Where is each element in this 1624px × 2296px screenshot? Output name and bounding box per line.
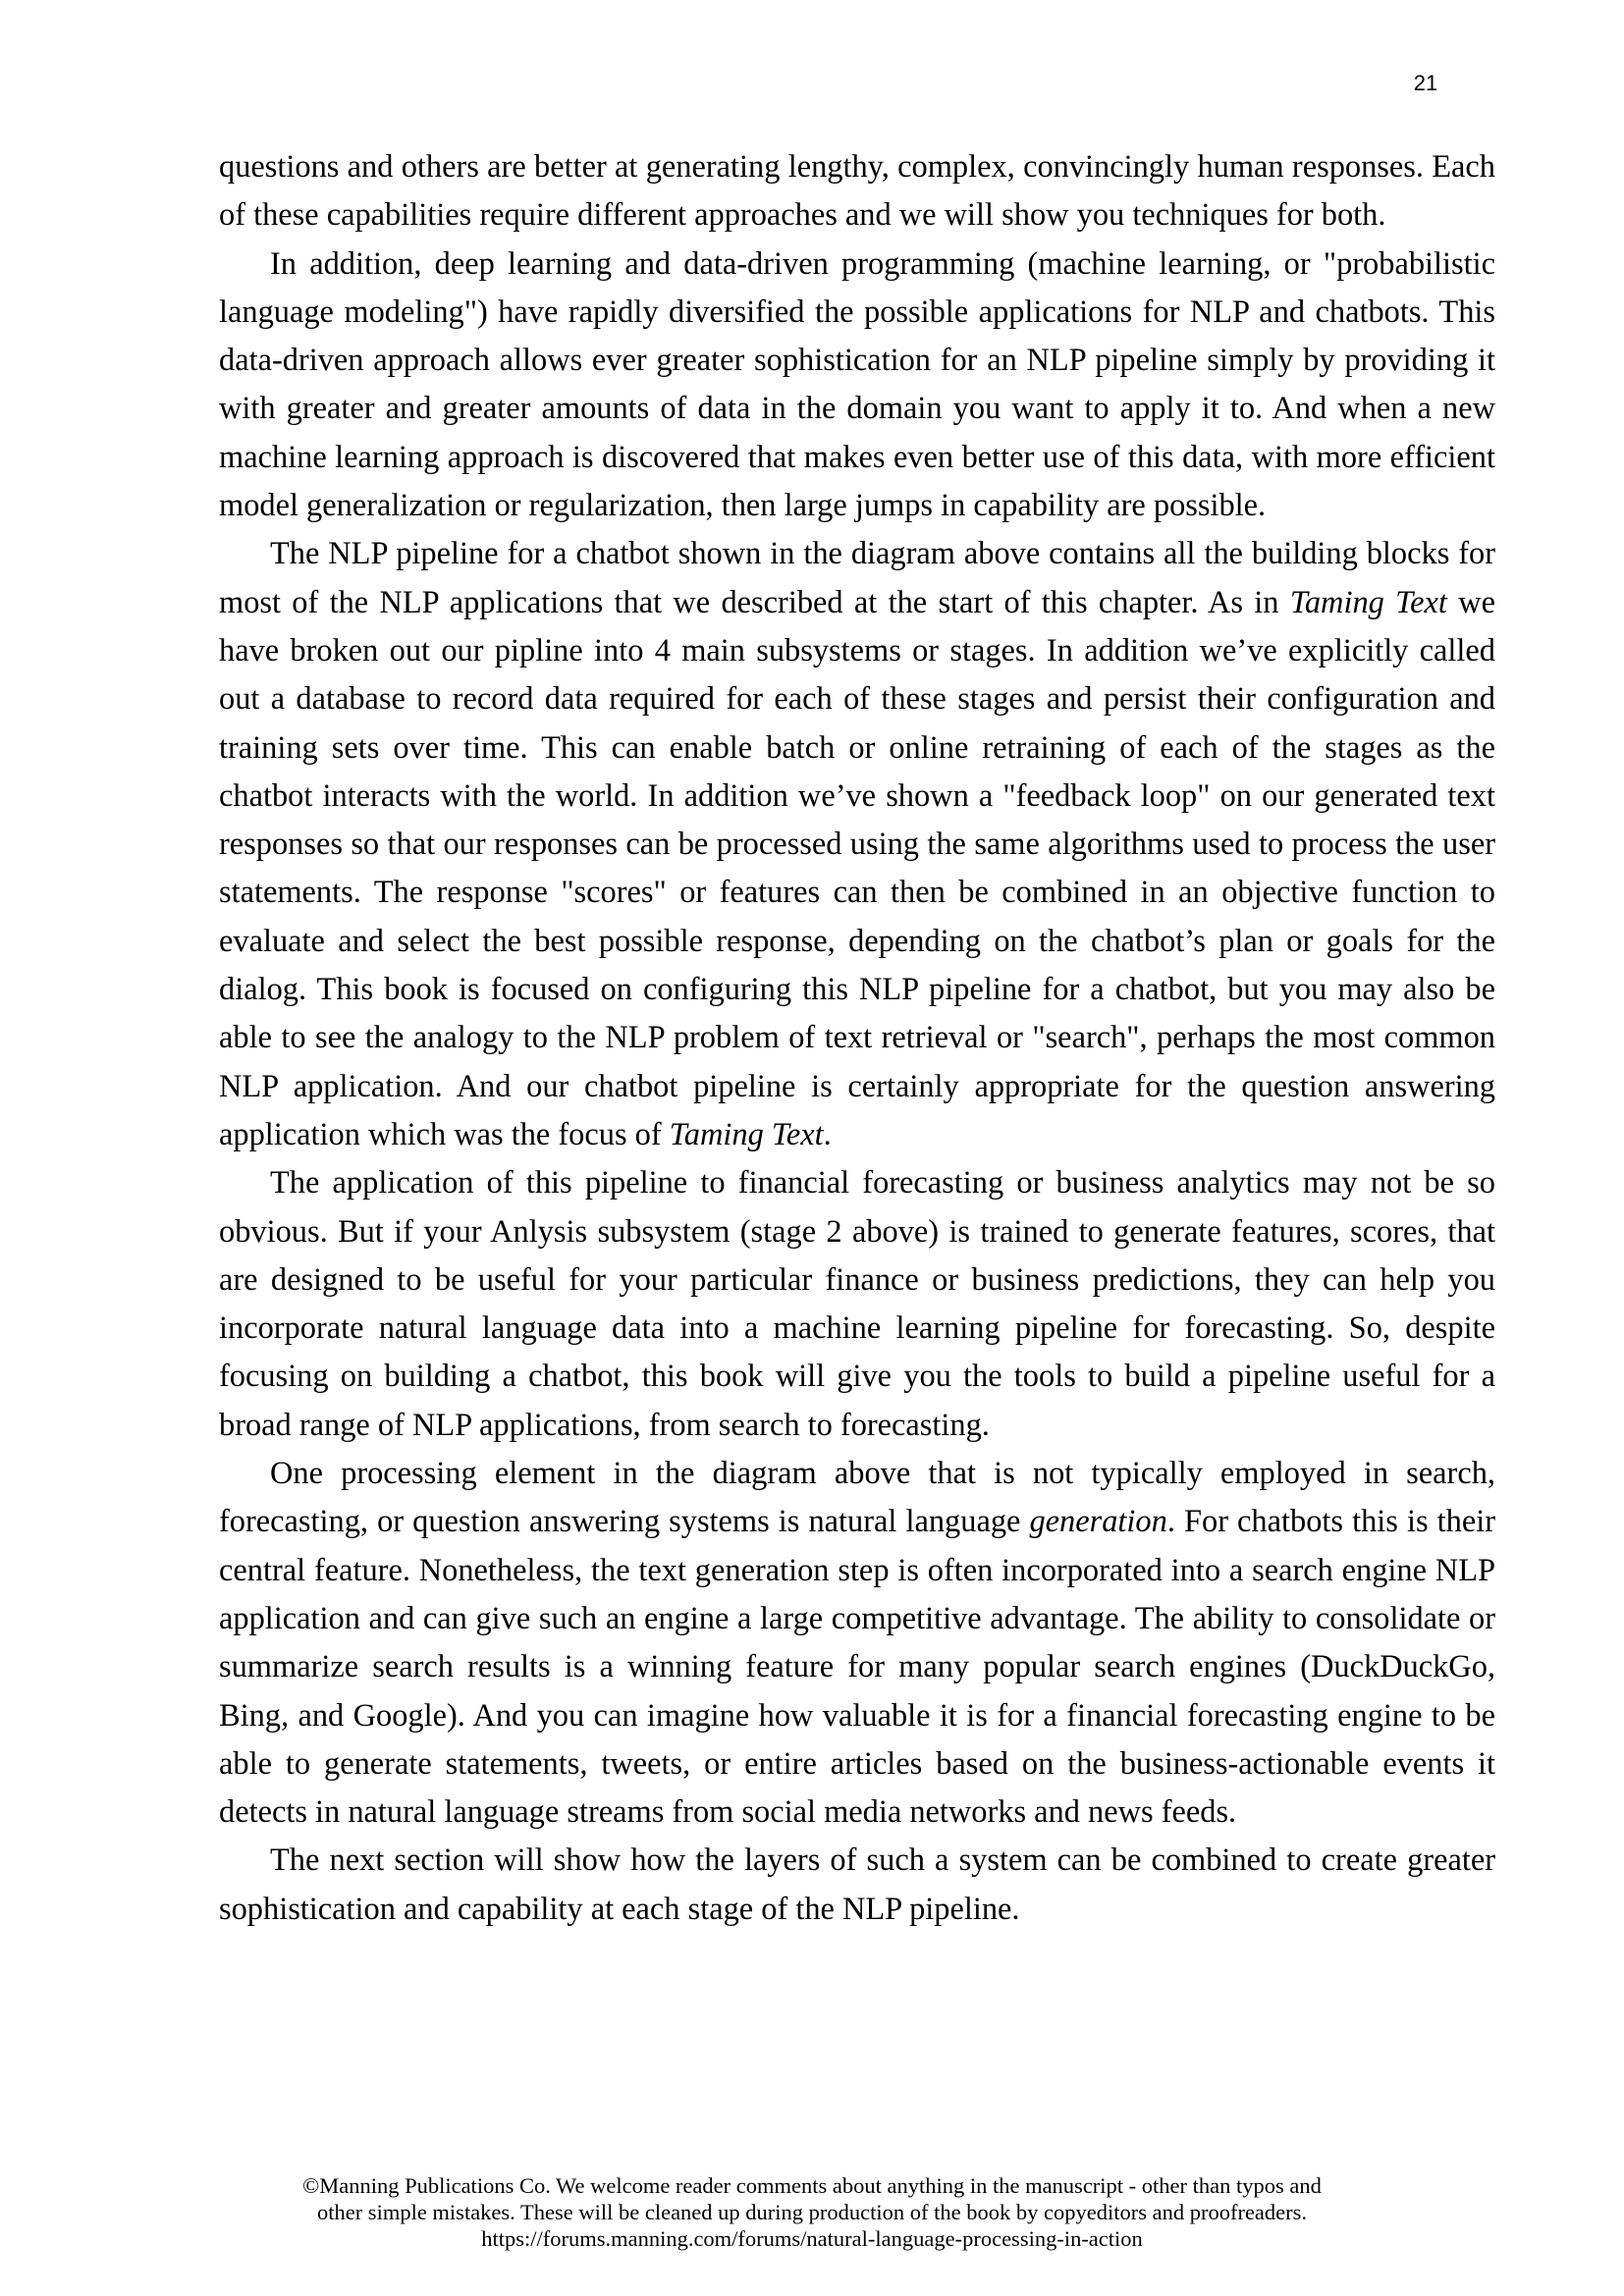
text-segment: The NLP pipeline for a chatbot shown in the diagram above contains all the building blocks for most of the NLP applications that we described at the start of this chapter. As in <box>219 536 1495 620</box>
text-segment: One processing element in the diagram above that is not typically employed in search, forecasting, or question answering systems is natural language <box>219 1456 1495 1540</box>
italic-title: Taming Text <box>1289 584 1447 620</box>
text-segment: we have broken out our pipline into 4 main subsystems or stages. In addition we’ve explicitly called out a database to record data required for each of these stages and persist their configuration and training sets over time. This can enable batch or online retraining of each of the stages as the chatbot interacts with the world. In addition we’ve shown a "feedback loop" on our generated text responses so that our responses can be processed using the same algorithms used to process the user statements. The response "scores" or features can then be combined in an objective function to evaluate and select the best possible response, depending on the chatbot’s plan or goals for the dialog. This book is focused on configuring this NLP pipeline for a chatbot, but you may also be able to see the analogy to the NLP problem of text retrieval or "search", perhaps the most common NLP application. And our chatbot pipeline is certainly appropriate for the question answering application which was the focus of <box>219 584 1495 1152</box>
footer-copyright-line: ©Manning Publications Co. We welcome reader comments about anything in the manuscript - other than typos and <box>302 2173 1322 2198</box>
text-segment: questions and others are better at generating lengthy, complex, convincingly human responses. Each of these capabilities require different approaches and we will show you techniques for both. <box>219 149 1495 234</box>
footer-forum-link[interactable]: https://forums.manning.com/forums/natural-language-processing-in-action <box>481 2226 1143 2251</box>
text-segment: In addition, deep learning and data-driven programming (machine learning, or "probabilistic language modeling") have rapidly diversified the possible applications for NLP and chatbots. This data-driven approach allows ever greater sophistication for an NLP pipeline simply by providing it with greater and greater amounts of data in the domain you want to apply it to. And when a new machine learning approach is discovered that makes even better use of this data, with more efficient model generalization or regularization, then large jumps in capability are possible. <box>219 245 1495 524</box>
italic-title: Taming Text <box>669 1116 824 1152</box>
text-segment: . For chatbots this is their central feature. Nonetheless, the text generation step is often incorporated into a search engine NLP application and can give such an engine a large competitive advantage. The ability to consolidate or summarize search results is a winning feature for many popular search engines (DuckDuckGo, Bing, and Google). And you can imagine how valuable it is for a financial forecasting engine to be able to generate statements, tweets, or entire articles based on the business-actionable events it detects in natural language streams from social media networks and news feeds. <box>219 1504 1495 1831</box>
italic-title: generation <box>1029 1504 1167 1540</box>
paragraph <box>219 240 1495 531</box>
footer-note-line: other simple mistakes. These will be cleaned up during production of the book by copyeditors and proofreaders. <box>316 2200 1308 2224</box>
paragraph <box>219 1837 1495 1934</box>
paragraph <box>219 1450 1495 1837</box>
text-segment: . <box>823 1116 832 1152</box>
paragraph <box>219 1159 1495 1450</box>
paragraph <box>219 530 1495 1159</box>
paragraph <box>219 143 1495 240</box>
body-text <box>219 143 1495 1934</box>
text-segment: The application of this pipeline to financial forecasting or business analytics may not be so obvious. But if your Anlysis subsystem (stage 2 above) is trained to generate features, scores, that are designed to be useful for your particular finance or business predictions, they can help you incorporate natural language data into a machine learning pipeline for forecasting. So, despite focusing on building a chatbot, this book will give you the tools to build a pipeline useful for a broad range of NLP applications, from search to forecasting. <box>219 1165 1495 1443</box>
copyright-footer <box>196 2172 1428 2252</box>
text-segment: The next section will show how the layers of such a system can be combined to create greater sophistication and capability at each stage of the NLP pipeline. <box>219 1842 1495 1927</box>
page-number: 21 <box>1413 71 1438 95</box>
